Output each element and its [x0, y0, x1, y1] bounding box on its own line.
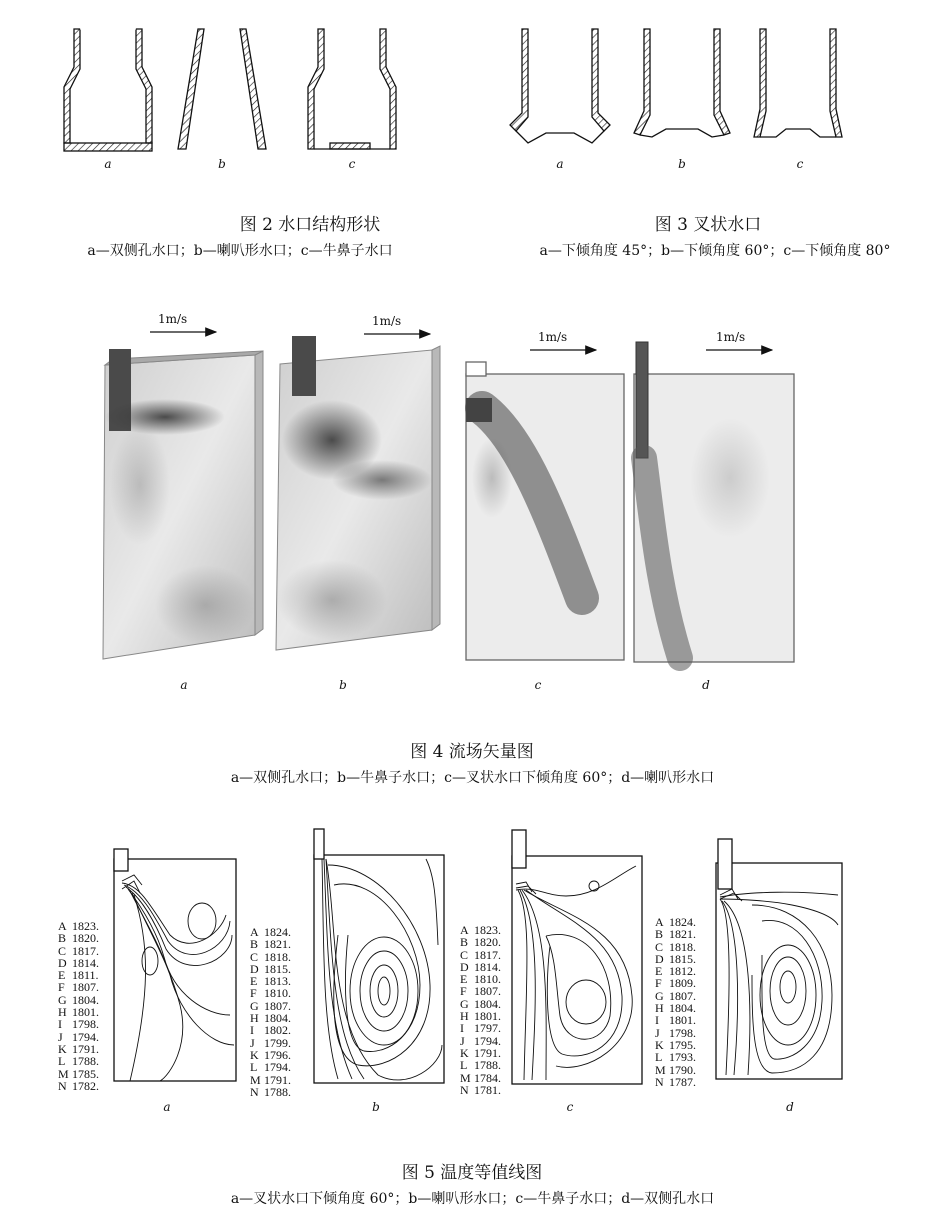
legend-row — [655, 1051, 696, 1063]
legend-value: 1818. — [264, 949, 291, 964]
legend-key: K — [460, 1045, 469, 1060]
legend-value: 1781. — [474, 1082, 501, 1097]
legend-key: A — [58, 919, 67, 933]
legend-key: M — [250, 1072, 261, 1087]
flow-field-panel-d — [630, 338, 800, 666]
legend-value: 1785. — [72, 1066, 99, 1081]
legend-key: G — [58, 992, 67, 1007]
nozzle-drawing-b — [176, 25, 268, 155]
legend-row — [460, 1022, 501, 1034]
legend-key: A — [460, 923, 469, 937]
legend-value: 1809. — [669, 976, 696, 991]
flow-field-panel-a — [95, 345, 265, 665]
legend-value: 1807. — [474, 984, 501, 999]
forked-nozzle-drawing-b — [628, 25, 736, 155]
legend-key: I — [655, 1013, 659, 1028]
legend-value: 1799. — [264, 1035, 291, 1050]
flow-field-panel-b — [272, 330, 442, 650]
legend-value: 1817. — [72, 943, 99, 958]
fig5-panel-label-b: b — [372, 1100, 380, 1114]
legend-row — [250, 938, 291, 950]
fig3-caption: a—下倾角度 45°；b—下倾角度 60°；c—下倾角度 80° — [539, 243, 891, 259]
fig5-panel-label-c: c — [566, 1100, 574, 1114]
fig4-scale-label-c: 1m/s — [538, 330, 568, 344]
legend-value: 1824. — [264, 925, 291, 939]
legend-value: 1810. — [474, 972, 501, 987]
legend-key: C — [655, 939, 664, 954]
legend-value: 1791. — [474, 1045, 501, 1060]
fig4-scale-label-b: 1m/s — [372, 314, 402, 328]
fig4-scale-label-a: 1m/s — [158, 312, 188, 326]
fig3-title: 图 3 叉状水口 — [654, 215, 762, 235]
legend-key: D — [58, 955, 67, 970]
legend-value: 1794. — [264, 1060, 291, 1075]
contour-legend-c — [460, 924, 501, 1096]
legend-value: 1815. — [669, 951, 696, 966]
legend-key: I — [250, 1023, 254, 1038]
fig5-title: 图 5 温度等值线图 — [401, 1163, 543, 1183]
contour-plot-b — [308, 825, 450, 1087]
legend-value: 1823. — [474, 923, 501, 937]
fig4-caption: a—双侧孔水口；b—牛鼻子水口；c—叉状水口下倾角度 60°；d—喇叭形水口 — [230, 770, 715, 786]
legend-key: J — [460, 1033, 465, 1048]
legend-value: 1824. — [669, 915, 696, 929]
legend-value: 1798. — [72, 1017, 99, 1032]
fig5-caption: a—叉状水口下倾角度 60°；b—喇叭形水口；c—牛鼻子水口；d—双侧孔水口 — [230, 1191, 715, 1207]
legend-key: B — [460, 935, 469, 950]
legend-key: K — [250, 1047, 259, 1062]
forked-nozzle-drawing-c — [748, 25, 856, 155]
contour-plot-d — [712, 835, 848, 1085]
legend-row — [460, 1059, 501, 1071]
legend-value: 1820. — [72, 931, 99, 946]
legend-value: 1818. — [669, 939, 696, 954]
legend-key: M — [460, 1070, 471, 1085]
legend-key: E — [655, 964, 663, 979]
legend-value: 1795. — [669, 1037, 696, 1052]
legend-row — [460, 1072, 501, 1084]
legend-value: 1794. — [72, 1029, 99, 1044]
legend-value: 1797. — [474, 1021, 501, 1036]
legend-key: B — [58, 931, 67, 946]
legend-value: 1815. — [264, 961, 291, 976]
legend-key: K — [58, 1041, 67, 1056]
legend-value: 1812. — [669, 964, 696, 979]
legend-key: C — [250, 949, 259, 964]
contour-plot-c — [506, 826, 646, 1088]
legend-value: 1804. — [474, 996, 501, 1011]
legend-row — [460, 985, 501, 997]
fig3-panel-label-c: c — [796, 157, 804, 171]
nozzle-drawing-a — [62, 25, 154, 155]
contour-legend-a — [58, 920, 99, 1092]
legend-row — [58, 1080, 99, 1092]
legend-key: C — [58, 943, 67, 958]
scale-arrow-a — [150, 328, 220, 336]
legend-value: 1798. — [669, 1025, 696, 1040]
legend-value: 1821. — [264, 937, 291, 952]
legend-key: H — [460, 1009, 469, 1024]
legend-row — [250, 987, 291, 999]
legend-value: 1801. — [72, 1005, 99, 1020]
legend-key: G — [250, 998, 259, 1013]
legend-value: 1796. — [264, 1047, 291, 1062]
legend-key: A — [250, 925, 259, 939]
legend-key: F — [250, 986, 257, 1001]
fig5-panel-label-a: a — [163, 1100, 171, 1114]
legend-row — [58, 981, 99, 993]
legend-key: F — [460, 984, 467, 999]
legend-key: D — [460, 959, 469, 974]
legend-row — [460, 1084, 501, 1096]
fig4-scale-label-d: 1m/s — [716, 330, 746, 344]
legend-value: 1810. — [264, 986, 291, 1001]
legend-key: N — [655, 1074, 664, 1089]
legend-key: M — [655, 1062, 666, 1077]
legend-key: L — [460, 1058, 468, 1073]
legend-key: D — [655, 951, 664, 966]
scale-arrow-c — [530, 346, 600, 354]
legend-key: L — [250, 1060, 258, 1075]
legend-row — [58, 932, 99, 944]
fig2-panel-label-c: c — [348, 157, 356, 171]
legend-row — [250, 1024, 291, 1036]
legend-key: D — [250, 961, 259, 976]
legend-key: J — [250, 1035, 255, 1050]
fig4-panel-label-d: d — [702, 678, 710, 692]
legend-value: 1791. — [72, 1041, 99, 1056]
legend-value: 1794. — [474, 1033, 501, 1048]
legend-value: 1788. — [72, 1054, 99, 1069]
legend-key: E — [58, 968, 66, 983]
legend-value: 1801. — [474, 1009, 501, 1024]
legend-row — [655, 1076, 696, 1088]
legend-value: 1807. — [669, 988, 696, 1003]
legend-value: 1814. — [72, 955, 99, 970]
legend-value: 1790. — [669, 1062, 696, 1077]
legend-value: 1788. — [264, 1084, 291, 1099]
legend-row — [655, 928, 696, 940]
nozzle-drawing-c — [306, 25, 398, 155]
legend-value: 1801. — [669, 1013, 696, 1028]
legend-row — [655, 1014, 696, 1026]
legend-key: L — [58, 1054, 66, 1069]
legend-key: F — [655, 976, 662, 991]
legend-row — [460, 936, 501, 948]
legend-value: 1811. — [72, 968, 99, 983]
legend-value: 1823. — [72, 919, 99, 933]
fig2-caption: a—双侧孔水口；b—喇叭形水口；c—牛鼻子水口 — [87, 243, 393, 259]
fig4-panel-label-b: b — [339, 678, 347, 692]
legend-key: B — [250, 937, 259, 952]
legend-value: 1807. — [264, 998, 291, 1013]
legend-key: I — [460, 1021, 464, 1036]
legend-key: A — [655, 915, 664, 929]
legend-key: F — [58, 980, 65, 995]
legend-key: G — [460, 996, 469, 1011]
legend-key: E — [250, 974, 258, 989]
legend-value: 1793. — [669, 1050, 696, 1065]
legend-value: 1804. — [669, 1001, 696, 1016]
flow-field-panel-c — [462, 358, 630, 664]
legend-key: M — [58, 1066, 69, 1081]
legend-key: N — [250, 1084, 259, 1099]
legend-key: J — [655, 1025, 660, 1040]
fig5-panel-label-d: d — [786, 1100, 794, 1114]
legend-row — [655, 977, 696, 989]
legend-key: N — [58, 1078, 67, 1093]
legend-key: H — [58, 1005, 67, 1020]
legend-value: 1782. — [72, 1078, 99, 1093]
fig2-panel-label-a: a — [104, 157, 112, 171]
legend-key: H — [250, 1011, 259, 1026]
fig4-panel-label-a: a — [180, 678, 188, 692]
legend-value: 1814. — [474, 959, 501, 974]
legend-key: J — [58, 1029, 63, 1044]
fig4-title: 图 4 流场矢量图 — [410, 742, 534, 762]
contour-legend-b — [250, 926, 291, 1098]
legend-value: 1791. — [264, 1072, 291, 1087]
forked-nozzle-drawing-a — [506, 25, 614, 155]
legend-key: K — [655, 1037, 664, 1052]
legend-value: 1804. — [264, 1011, 291, 1026]
legend-row — [58, 1068, 99, 1080]
legend-value: 1784. — [474, 1070, 501, 1085]
fig3-panel-label-b: b — [678, 157, 686, 171]
legend-value: 1821. — [669, 927, 696, 942]
legend-value: 1817. — [474, 947, 501, 962]
legend-row — [58, 1055, 99, 1067]
legend-key: E — [460, 972, 468, 987]
fig2-title: 图 2 水口结构形状 — [239, 215, 381, 235]
legend-key: I — [58, 1017, 62, 1032]
legend-value: 1788. — [474, 1058, 501, 1073]
contour-legend-d — [655, 916, 696, 1088]
legend-value: 1813. — [264, 974, 291, 989]
legend-key: G — [655, 988, 664, 1003]
legend-key: N — [460, 1082, 469, 1097]
legend-value: 1787. — [669, 1074, 696, 1089]
legend-row — [250, 1074, 291, 1086]
legend-value: 1807. — [72, 980, 99, 995]
fig3-panel-label-a: a — [556, 157, 564, 171]
legend-row — [250, 1086, 291, 1098]
legend-key: B — [655, 927, 664, 942]
legend-key: H — [655, 1001, 664, 1016]
legend-key: L — [655, 1050, 663, 1065]
legend-value: 1820. — [474, 935, 501, 950]
legend-value: 1804. — [72, 992, 99, 1007]
legend-key: C — [460, 947, 469, 962]
contour-plot-a — [110, 845, 240, 1085]
legend-row — [655, 1064, 696, 1076]
fig4-panel-label-c: c — [534, 678, 542, 692]
legend-value: 1802. — [264, 1023, 291, 1038]
legend-row — [58, 1018, 99, 1030]
legend-row — [250, 1061, 291, 1073]
fig2-panel-label-b: b — [218, 157, 226, 171]
